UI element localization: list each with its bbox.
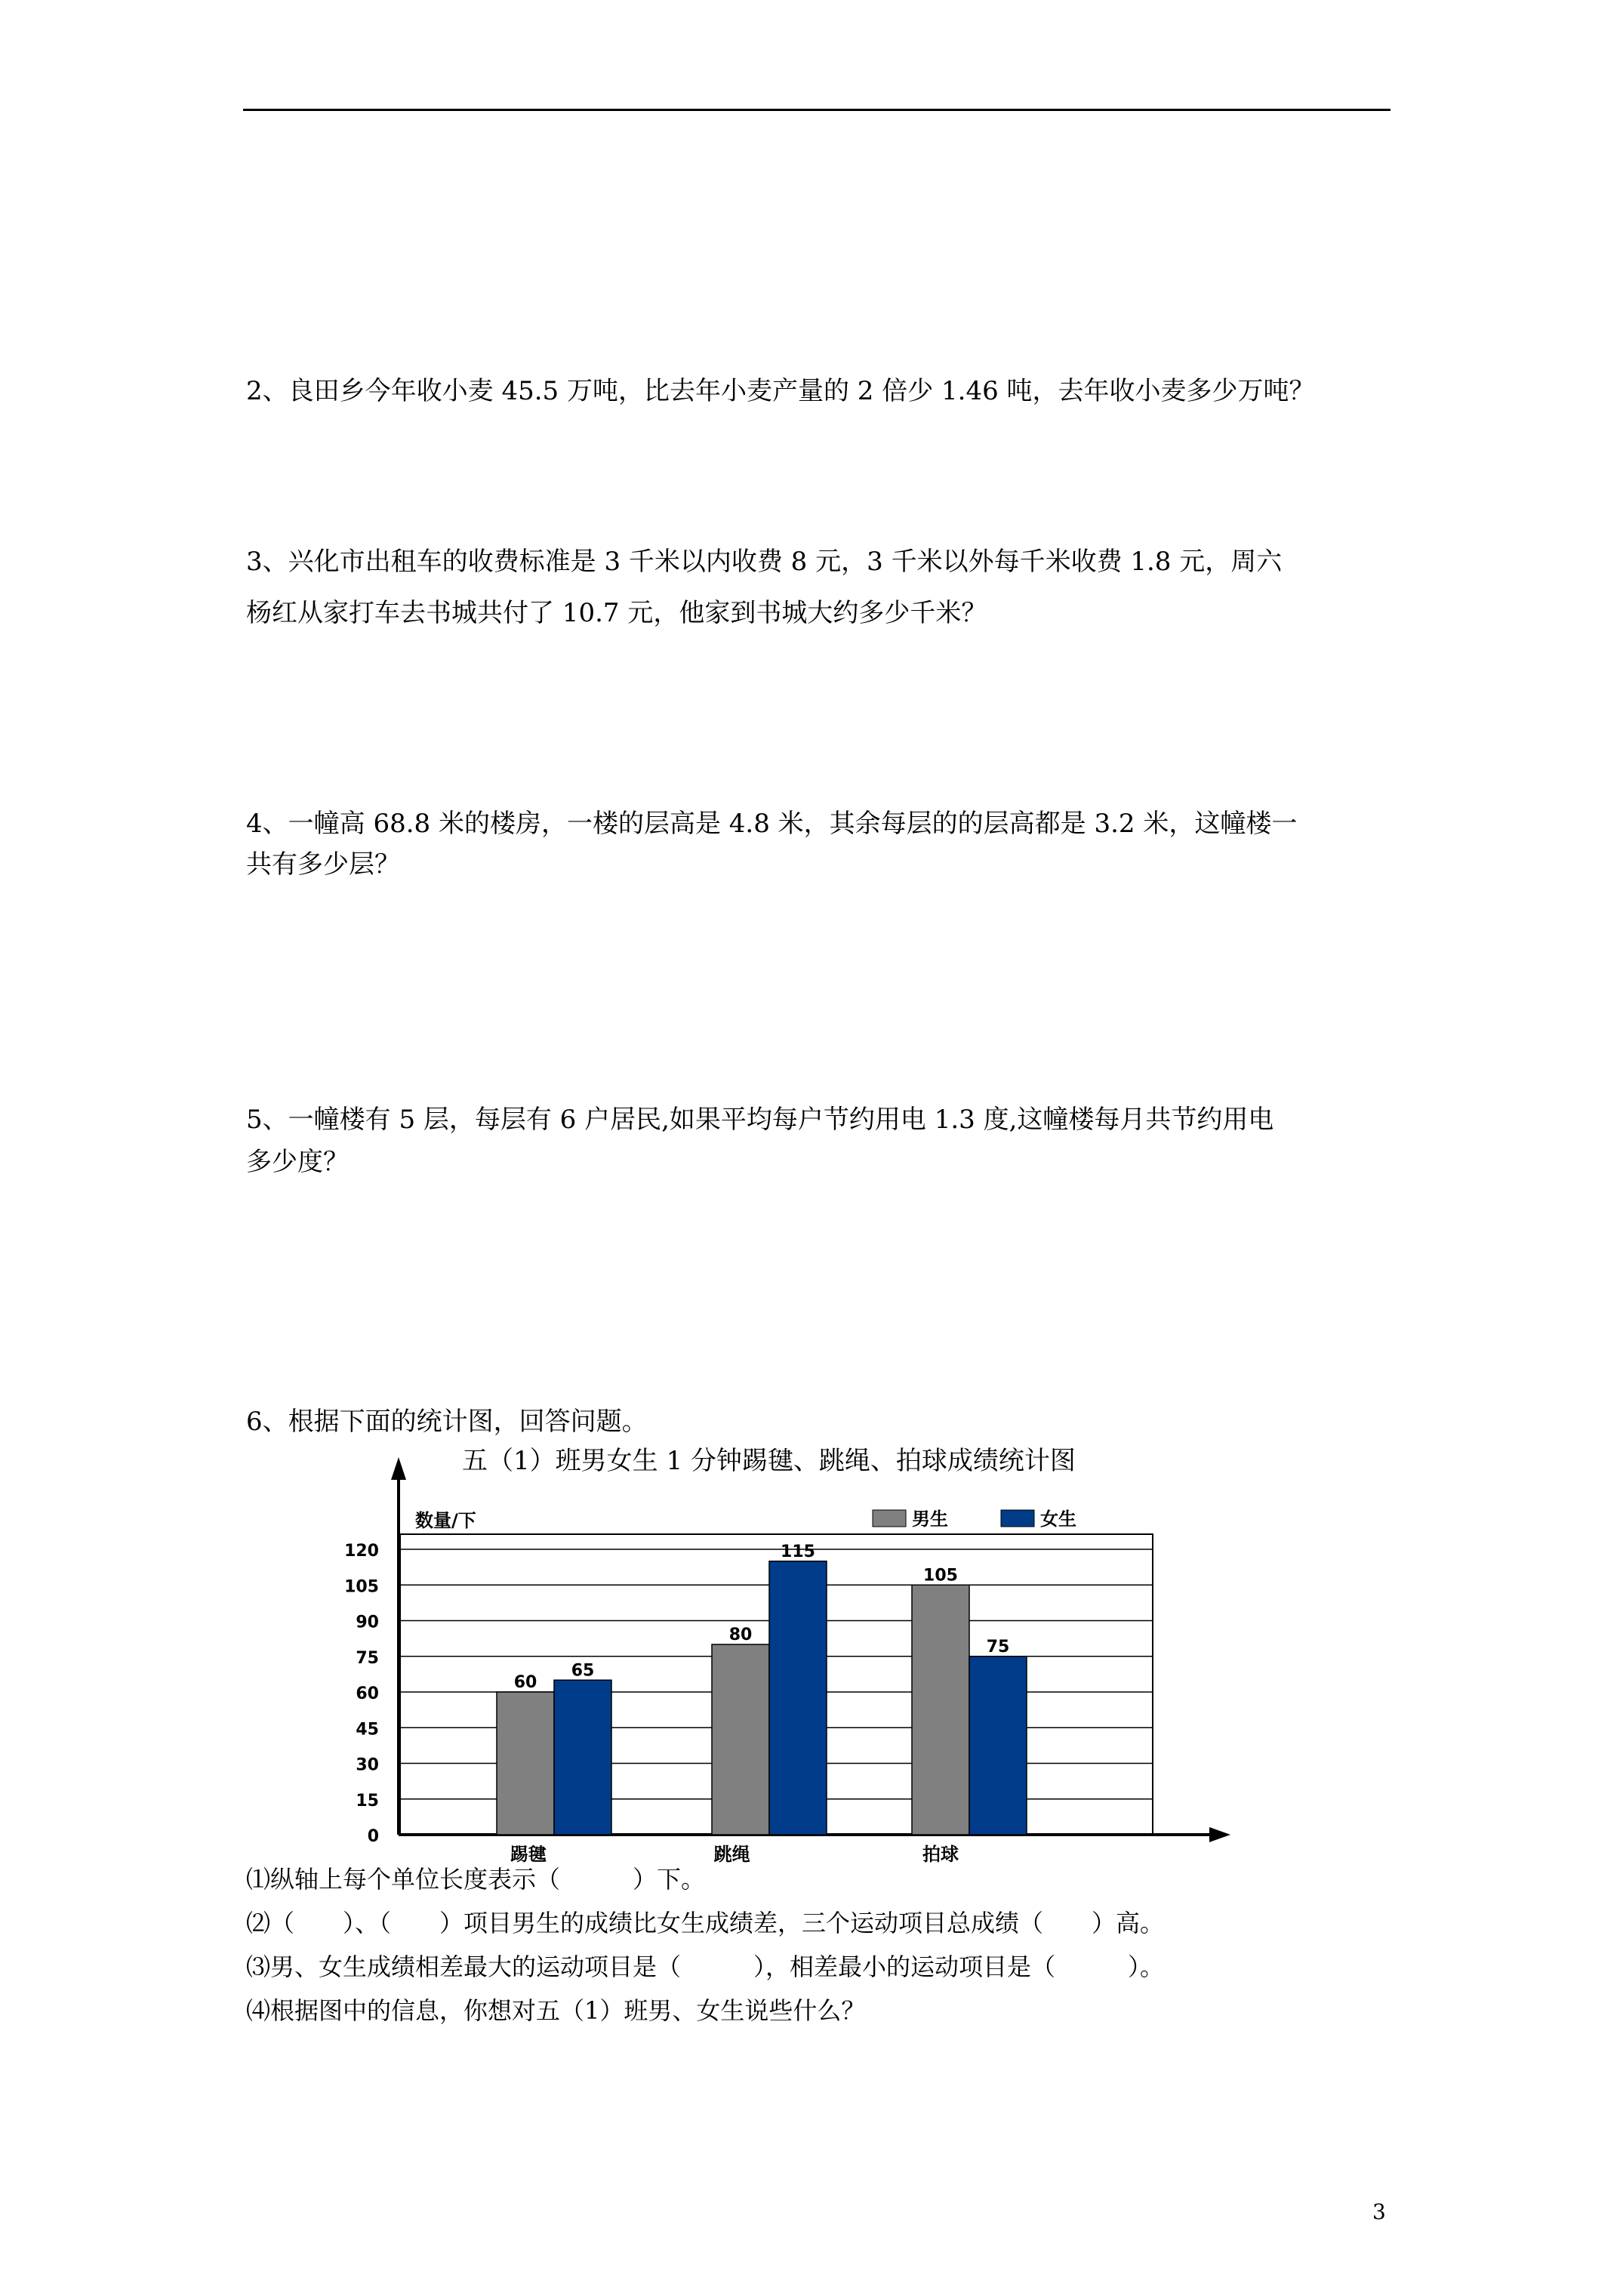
x-tick-label-拍球: 拍球 xyxy=(922,1844,959,1865)
question-5-line-2: 多少度？ xyxy=(246,1147,349,1177)
y-tick-label-4: 60 xyxy=(356,1684,379,1703)
legend-swatch-女生 xyxy=(1001,1510,1034,1527)
page-number: 3 xyxy=(1372,2199,1386,2224)
data-label-跳绳-男生: 80 xyxy=(728,1626,753,1644)
y-tick-label-1: 15 xyxy=(356,1791,379,1811)
question-3-line-1: 3、兴化市出租车的收费标准是 3 千米以内收费 8 元，3 千米以外每千米收费 1.8 元，周六 xyxy=(246,547,1283,577)
y-tick-label-5: 75 xyxy=(356,1648,379,1668)
question-2: 2、良田乡今年收小麦 45.5 万吨，比去年小麦产量的 2 倍少 1.46 吨，去年收小麦多少万吨？ xyxy=(246,376,1315,406)
bar-拍球-男生 xyxy=(912,1585,969,1835)
y-tick-label-0: 0 xyxy=(367,1827,379,1846)
sub-question-3: ⑶男、女生成绩相差最大的运动项目是（ ），相差最小的运动项目是（ ）。 xyxy=(246,1952,1165,1981)
sub-question-2: ⑵（ ）、（ ）项目男生的成绩比女生成绩差，三个运动项目总成绩（ ）高。 xyxy=(246,1909,1165,1937)
bar-踢毽-男生 xyxy=(497,1692,554,1835)
y-axis-label: 数量/下 xyxy=(415,1510,476,1531)
data-label-拍球-女生: 75 xyxy=(986,1637,1010,1657)
question-4-line-2: 共有多少层？ xyxy=(246,849,400,880)
y-tick-label-2: 30 xyxy=(356,1755,379,1775)
sub-question-1: ⑴纵轴上每个单位长度表示（ ）下。 xyxy=(246,1865,706,1894)
bar-拍球-女生 xyxy=(969,1657,1027,1835)
header-rule xyxy=(243,109,1390,111)
x-tick-label-踢毽: 踢毽 xyxy=(510,1844,547,1865)
bar-踢毽-女生 xyxy=(554,1680,611,1835)
y-tick-label-3: 45 xyxy=(356,1720,379,1740)
bar-chart xyxy=(325,1457,1246,1880)
legend-label-女生: 女生 xyxy=(1040,1509,1076,1530)
question-4-line-1: 4、一幢高 68.8 米的楼房，一楼的层高是 4.8 米，其余每层的的层高都是 3.2 米，这幢楼一 xyxy=(246,809,1298,839)
y-tick-label-8: 120 xyxy=(344,1542,379,1561)
data-label-拍球-男生: 105 xyxy=(923,1566,958,1586)
y-tick-label-6: 90 xyxy=(356,1613,379,1632)
y-tick-label-7: 105 xyxy=(344,1577,379,1597)
question-6: 6、根据下面的统计图，回答问题。 xyxy=(246,1407,648,1437)
legend-label-男生: 男生 xyxy=(912,1509,948,1530)
y-axis-arrow xyxy=(391,1457,406,1480)
question-3-line-2: 杨红从家打车去书城共付了 10.7 元，他家到书城大约多少千米？ xyxy=(246,598,987,628)
bar-跳绳-女生 xyxy=(769,1561,827,1835)
x-axis-arrow xyxy=(1209,1827,1230,1842)
data-label-踢毽-女生: 65 xyxy=(571,1661,595,1681)
data-label-跳绳-女生: 115 xyxy=(781,1542,815,1561)
legend-swatch-男生 xyxy=(873,1510,906,1527)
bar-跳绳-男生 xyxy=(712,1644,769,1835)
x-tick-label-跳绳: 跳绳 xyxy=(713,1844,750,1865)
question-5-line-1: 5、一幢楼有 5 层，每层有 6 户居民,如果平均每户节约用电 1.3 度,这幢楼每月共节约用电 xyxy=(246,1105,1274,1135)
chart-title: 五（1）班男女生 1 分钟踢毽、跳绳、拍球成绩统计图 xyxy=(462,1446,1076,1476)
data-label-踢毽-男生: 60 xyxy=(513,1673,537,1692)
sub-question-4: ⑷根据图中的信息，你想对五（1）班男、女生说些什么？ xyxy=(246,1996,866,2025)
